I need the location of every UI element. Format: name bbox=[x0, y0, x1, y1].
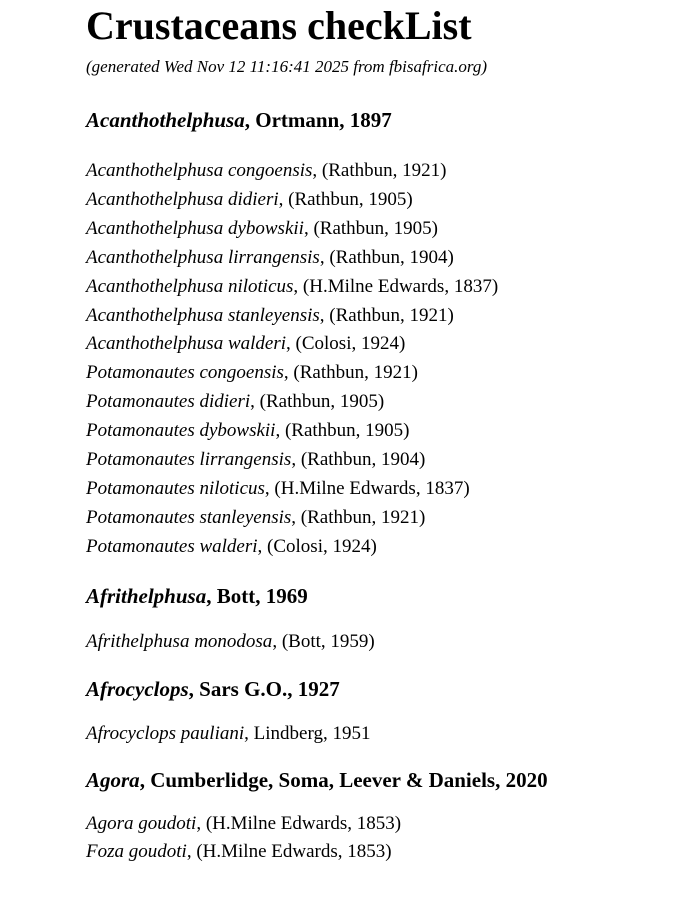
genus-heading bbox=[86, 584, 686, 608]
genus-author: , Cumberlidge, Soma, Leever & Daniels, 2020 bbox=[139, 767, 548, 792]
species-name: Acanthothelphusa didieri bbox=[86, 188, 279, 210]
species-author: , (H.Milne Edwards, 1837) bbox=[264, 477, 470, 499]
species-list bbox=[86, 628, 686, 657]
species-author: , Lindberg, 1951 bbox=[244, 722, 371, 744]
genus-name: Acanthothelphusa bbox=[86, 108, 245, 132]
species-entry bbox=[86, 302, 686, 331]
species-name: Potamonautes lirrangensis bbox=[86, 449, 292, 471]
species-name: Agora goudoti bbox=[86, 812, 197, 834]
genus-heading bbox=[86, 768, 686, 792]
species-name: Acanthothelphusa lirrangensis bbox=[86, 246, 320, 268]
genus-heading bbox=[86, 677, 686, 701]
species-author: , (Rathbun, 1904) bbox=[291, 449, 426, 471]
genus-name: Agora bbox=[86, 767, 140, 792]
species-entry bbox=[86, 475, 686, 504]
genus-section bbox=[86, 768, 686, 868]
species-entry bbox=[86, 157, 686, 186]
genus-name: Afrithelphusa bbox=[86, 583, 207, 608]
generated-note: (generated Wed Nov 12 11:16:41 2025 from fbisafrica.org) bbox=[86, 57, 488, 76]
species-name: Acanthothelphusa walderi bbox=[86, 333, 287, 355]
species-entry bbox=[86, 244, 686, 273]
genus-list bbox=[86, 108, 686, 867]
genus-section bbox=[86, 108, 686, 562]
species-author: , (Rathbun, 1905) bbox=[303, 217, 438, 239]
genus-author: , Sars G.O., 1927 bbox=[188, 676, 340, 701]
species-entry bbox=[86, 446, 686, 475]
checklist-page bbox=[86, 0, 686, 867]
species-name: Acanthothelphusa dybowskii bbox=[86, 217, 304, 239]
species-entry bbox=[86, 359, 686, 388]
species-name: Potamonautes didieri bbox=[86, 391, 251, 413]
species-entry bbox=[86, 273, 686, 302]
species-name: Potamonautes dybowskii bbox=[86, 420, 276, 442]
species-entry bbox=[86, 720, 686, 749]
species-name: Acanthothelphusa stanleyensis bbox=[86, 304, 320, 326]
species-author: , (Rathbun, 1905) bbox=[278, 188, 413, 210]
species-name: Potamonautes walderi bbox=[86, 535, 258, 557]
species-entry bbox=[86, 388, 686, 417]
species-entry bbox=[86, 533, 686, 562]
species-name: Foza goudoti bbox=[86, 841, 187, 863]
species-name: Afrocyclops pauliani bbox=[86, 722, 245, 744]
species-list bbox=[86, 720, 686, 749]
species-entry bbox=[86, 215, 686, 244]
species-list bbox=[86, 157, 686, 562]
species-name: Potamonautes congoensis bbox=[86, 362, 284, 384]
species-author: , (Rathbun, 1921) bbox=[312, 160, 447, 181]
species-author: , (Rathbun, 1904) bbox=[319, 246, 454, 268]
species-author: , (Colosi, 1924) bbox=[257, 535, 377, 557]
species-author: , (H.Milne Edwards, 1837) bbox=[293, 275, 499, 297]
species-author: , (Rathbun, 1921) bbox=[319, 304, 454, 326]
species-author: , (H.Milne Edwards, 1853) bbox=[196, 812, 402, 834]
genus-section bbox=[86, 677, 686, 749]
species-author: , (Rathbun, 1905) bbox=[275, 420, 410, 442]
species-entry bbox=[86, 838, 686, 867]
genus-name: Afrocyclops bbox=[86, 676, 189, 701]
species-entry bbox=[86, 186, 686, 215]
species-list bbox=[86, 810, 686, 868]
species-name: Acanthothelphusa congoensis bbox=[86, 160, 313, 181]
genus-author: , Ortmann, 1897 bbox=[244, 108, 392, 132]
species-name: Acanthothelphusa niloticus bbox=[86, 275, 294, 297]
species-entry bbox=[86, 330, 686, 359]
species-author: , (Rathbun, 1905) bbox=[250, 391, 385, 413]
species-author: , (Rathbun, 1921) bbox=[283, 362, 418, 384]
genus-section bbox=[86, 584, 686, 657]
genus-heading bbox=[86, 108, 686, 132]
species-entry bbox=[86, 810, 686, 839]
species-author: , (Bott, 1959) bbox=[272, 630, 375, 652]
species-name: Potamonautes niloticus bbox=[86, 477, 265, 499]
species-name: Afrithelphusa monodosa bbox=[86, 630, 273, 652]
species-author: , (Colosi, 1924) bbox=[286, 333, 406, 355]
species-name: Potamonautes stanleyensis bbox=[86, 506, 292, 528]
species-entry bbox=[86, 504, 686, 533]
species-author: , (Rathbun, 1921) bbox=[291, 506, 426, 528]
genus-author: , Bott, 1969 bbox=[206, 583, 308, 608]
page-title: Crustaceans checkList bbox=[86, 3, 472, 48]
species-entry bbox=[86, 417, 686, 446]
species-author: , (H.Milne Edwards, 1853) bbox=[186, 841, 392, 863]
species-entry bbox=[86, 628, 686, 657]
